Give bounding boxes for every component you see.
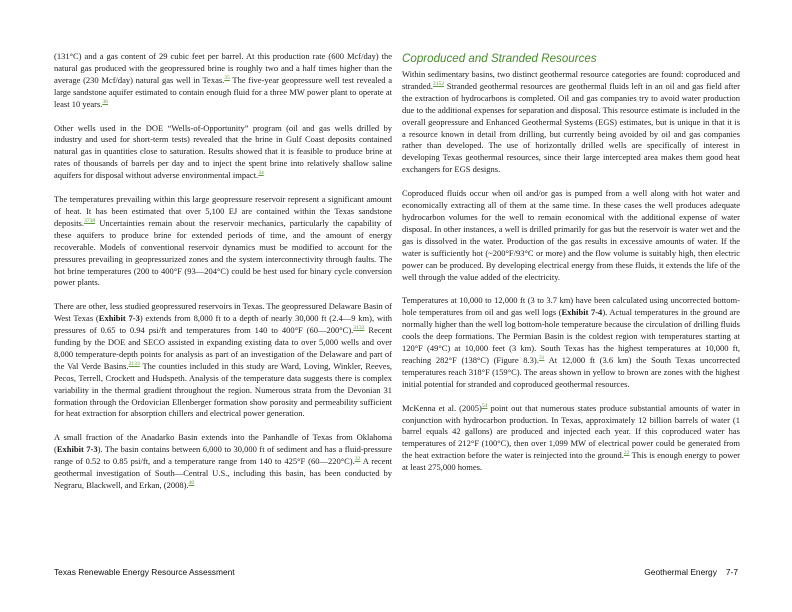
paragraph-wells-of-opportunity: Other wells used in the DOE “Wells-of-Opportunity” program (oil and gas wells drilled by industry and used for short-term tests) revealed that the brine in Gulf Coast deposits contained natural gas in quantities close to saturation. Results showed that it is feasible to produce brine at rates of thousands of barrels per day and to inject the spent brine into relatively shallow saline aquifers for disposal without adverse environmental impact.$^{34}$ — [54, 122, 392, 181]
exhibit-reference: Exhibit 7-3 — [56, 444, 98, 455]
footnote-ref[interactable]: 34 — [258, 170, 264, 177]
footnote-ref[interactable]: 21 — [128, 361, 135, 368]
paragraph-mckenna: McKenna et al. (2005)$^{54}$ point out that numerous states produce substantial amounts of water in conjunction with hydrocarbon production. In Texas, approximately 12 billion barrels of water (1 barrel equals 42 gallons) are produced and injected each year. If this coproduced water has temperatures of 212°F (100°C), then over 1,099 MW of electrical power could be generated from the heat extraction before the water is reinjected into the ground.$^{22}$ This is enough energy to power at least 275,000 homes. — [402, 402, 741, 473]
paragraph-geopressure-test: (131°C) and a gas content of 29 cubic feet per barrel. At this production rate (600 Mcf/day) the natural gas produced with the geopressured brine is roughly two and a half times higher than the average (230 Mcf/day) natural gas well in Texas.$^{35}$ The five-year geopressure well test revealed a large sandstone aquifer estimated to contain enough fluid for a three MW power plant to operate at least 10 years.$^{36}$ — [54, 51, 392, 109]
footer-section — [644, 567, 738, 577]
footnote-ref[interactable]: 38 — [89, 218, 96, 225]
page-footer — [54, 567, 738, 577]
paragraph-well-temperatures: Temperatures at 10,000 to 12,000 ft (3 to 3.7 km) have been calculated using uncorrected bottom-hole temperatures from oil and gas well logs (Exhibit 7-4). Actual temperatures in the ground are normally higher than the well log bottom-hole temperature because the circulation of drilling fluids cools the deep formations. The Permian Basin is the coldest region with temperatures starting at 120°F (49°C) at 10,000 feet (3 km). South Texas has the highest temperatures at 10,000 ft, reaching 282°F (138°C) (Figure 8.3).$^{31}$ At 12,000 ft (3.6 km) the South Texas uncorrected temperatures reach 318°F (159°C). The areas shown in yellow to brown are zones with the highest initial potential for stranded and coproduced geothermal resources. — [402, 295, 740, 389]
exhibit-reference: Exhibit 7-4 — [561, 307, 603, 318]
footnote-ref[interactable]: 33 — [134, 361, 140, 368]
footnote-ref[interactable]: 40 — [188, 480, 195, 487]
footnote-ref[interactable]: 31 — [432, 81, 439, 88]
left-column — [54, 51, 392, 504]
right-column — [402, 51, 740, 486]
footnote-ref[interactable]: 35 — [224, 74, 230, 81]
paragraph-anadarko-basin: A small fraction of the Anadarko Basin extends into the Panhandle of Texas from Oklahoma (Exhibit 7-3). The basin contains between 6,000 to 30,000 ft of sediment and has a fluid-pressure range of 0.52 to 0.85 psi/ft, and a temperature range from 140 to 425°F (60—220°C).$^{32}$ A recent geothermal investigation of South—Central U.S., including this basin, has been conducted by Negraru, Blackwell, and Erkan, (2008).$^{40}$ — [54, 432, 392, 490]
footnote-ref[interactable]: 36 — [102, 98, 108, 105]
footer-document-title: Texas Renewable Energy Resource Assessment — [54, 567, 235, 577]
footnote-ref[interactable]: 32 — [354, 456, 361, 463]
footer-section-name: Geothermal Energy — [644, 567, 717, 577]
section-heading: Coproduced and Stranded Resources — [402, 52, 597, 65]
paragraph-coproduced-fluids: Coproduced fluids occur when oil and/or gas is pumped from a well along with hot water and economically extracting all of them at the same time. In these cases the well produces adequate hydrocarbon volumes for the well to remain economical with the additional expense of water disposal. In other instances, a well is drilled primarily for gas but the reservoir is water wet and the gas is dissolved in the water. Production of the gas results in excessive amounts of water. If the water is sufficiently hot (~200°F/93°C or more) and the flow volume is suitably high, then electric power can be produced. By developing electrical energy from these fluids, it extends the life of the well through the value added of the electricity. — [402, 188, 740, 282]
exhibit-reference: Exhibit 7-3 — [98, 313, 140, 324]
footnote-ref[interactable]: 54 — [481, 402, 488, 409]
footnote-ref[interactable]: 33 — [358, 325, 365, 332]
page-number: 7-7 — [725, 567, 738, 577]
footnote-ref[interactable]: 37 — [84, 218, 90, 225]
footnote-ref[interactable]: 22 — [623, 450, 630, 457]
paragraph-reservoir-temperatures: The temperatures prevailing within this large geopressure reservoir represent a significant amount of heat. It has been estimated that over 5,100 EJ are contained within the Texas sandstone deposits.$^{3738}$ Uncertainties remain about the reservoir mechanics, particularly the capability of these aquifers to produce brine for extended periods of time, and the amount of energy recoverable. Models of conventional reservoir dynamics must be modified to account for the pressures prevailing in geopressurized zones and the system interconnectivity through faults. The hot brine temperatures (200 to 400°F (93—204°C) could be best used for binary cycle conversion power plants. — [54, 194, 392, 288]
paragraph-delaware-basin: There are other, less studied geopressured reservoirs in Texas. The geopressured Delaware Basin of West Texas (Exhibit 7-3) extends from 8,000 ft to a depth of nearly 30,000 ft (2.4—9 km), with pressures of 0.65 to 0.94 psi/ft and temperatures from 140 to 400°F (60—200°C).$^{3133}$ Recent funding by the DOE and SECO assisted in expanding existing data to over 5,000 wells and over 8,000 temperature-depth points for analysis as part of an investigation of the Delaware and part of the Val Verde Basins.$^{2133}$ The counties included in this study are Ward, Loving, Winkler, Reeves, Pecos, Terrell, Crockett and Hudspeth. Analysis of the temperature data suggests there is complex variability in the thermal gradient throughout the region. Numerous strata from the Devonian 31 formation through the Ordovician Ellenberger formation show porosity and permeability sufficient for heat extraction for absorption chillers and electrical power generation. — [54, 301, 393, 419]
footnote-ref[interactable]: 52 — [438, 81, 445, 88]
footnote-ref[interactable]: 31 — [538, 355, 545, 362]
paragraph-resource-categories: Within sedimentary basins, two distinct geothermal resource categories are found: coproduced and stranded.$^{3152}$ Stranded geothermal resources are geothermal fluids left in an oil and gas field after the extraction of hydrocarbons is completed. Oil and gas companies try to avoid water production due to the additional expenses for separation and disposal. This resource estimate is included in the overall geopressure and Enhanced Geothermal Systems (EGS) estimates, but is unique in that it is a resource known in detail from drilling, but currently being avoided by oil and gas companies rather than developed. The use of horizontally drilled wells are specifically of interest in developing Texas geothermal resources, since their large intercepted area makes them good heat exchangers for EGS designs. — [402, 69, 740, 175]
footnote-ref[interactable]: 31 — [353, 325, 359, 332]
